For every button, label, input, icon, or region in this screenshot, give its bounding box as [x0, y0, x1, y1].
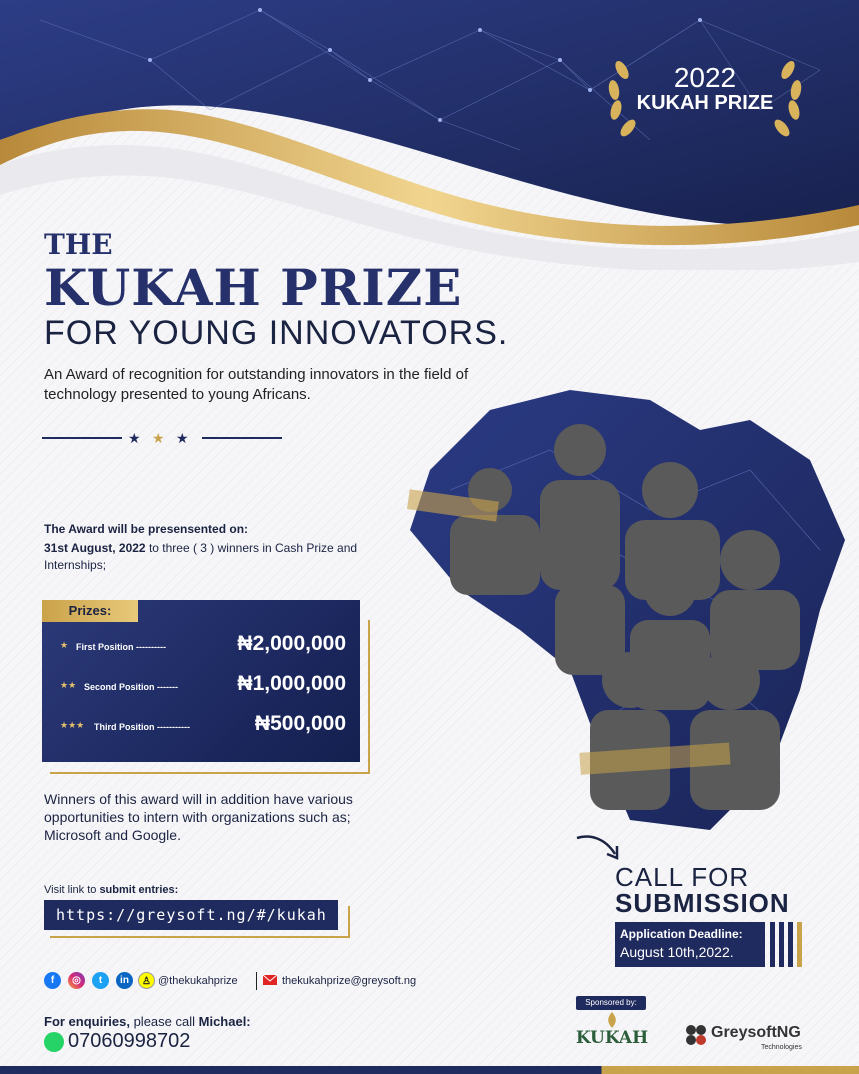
award-date-detail: [44, 540, 404, 574]
enquiry-bold: For enquiries,: [44, 1014, 130, 1029]
twitter-icon[interactable]: t: [92, 972, 109, 989]
greysoft-logo: [685, 1022, 815, 1056]
facebook-icon[interactable]: f: [44, 972, 61, 989]
deadline-label: Application Deadline:: [620, 927, 743, 941]
submit-label-bold: submit entries:: [99, 884, 179, 896]
snapchat-icon[interactable]: ♙: [138, 972, 155, 989]
prize-label: Second Position -------: [84, 682, 178, 692]
africa-map-collage: [370, 390, 850, 830]
deadline-box: [615, 922, 765, 967]
email-icon: [263, 975, 277, 985]
winners-text: Winners of this award will in addition have various opportunities to intern with organizations such as; Microsoft and Google.: [44, 791, 353, 843]
call-for-line1: CALL FOR: [615, 862, 750, 892]
enquiry-mid: please call: [129, 1014, 199, 1029]
star-icon: ★★: [60, 680, 77, 690]
kukah-logo-text: KUKAH: [575, 1028, 649, 1048]
kukah-centre-logo: [570, 1012, 654, 1056]
social-handle: @thekukahprize: [158, 975, 238, 987]
prize-label: First Position ----------: [76, 642, 166, 652]
decorative-bars: [770, 922, 808, 967]
award-detail-text: to three ( 3 ) winners in Cash Prize and Internships;: [44, 541, 358, 572]
svg-text:★: ★: [152, 430, 165, 446]
award-date-label: The Award will be presensented on:: [44, 522, 249, 536]
greysoft-mark-icon: [685, 1024, 707, 1046]
submit-label: [44, 884, 178, 896]
deadline-date: August 10th,2022.: [620, 944, 734, 960]
contact-email[interactable]: thekukahprize@greysoft.ng: [282, 975, 417, 987]
submit-link[interactable]: https://greysoft.ng/#/kukah: [44, 900, 338, 930]
badge-year: 2022: [673, 62, 737, 93]
title-the: THE: [44, 228, 113, 261]
whatsapp-icon: [44, 1032, 64, 1052]
prize-amount: ₦2,000,000: [237, 632, 346, 655]
submit-label-pre: Visit link to: [44, 884, 100, 896]
prize-amount: ₦500,000: [254, 712, 346, 735]
star-divider: [42, 430, 282, 446]
greysoft-sub: Technologies: [761, 1044, 802, 1051]
phone-number[interactable]: 07060998702: [68, 1030, 191, 1052]
intro-text: An Award of recognition for outstanding innovators in the field of technology presented to young Africans.: [44, 366, 469, 403]
award-date: 31st August, 2022: [44, 541, 146, 555]
sponsor-label: Sponsored by:: [576, 996, 646, 1010]
enquiry-label: [44, 1014, 251, 1029]
prize-label: Third Position -----------: [94, 722, 190, 732]
enquiry-name: Michael:: [198, 1014, 251, 1029]
prize-amount: ₦1,000,000: [237, 672, 346, 695]
page-title: KUKAH PRIZE: [44, 258, 463, 317]
star-icon: ★: [60, 640, 69, 650]
call-for-line2: SUBMISSION: [615, 888, 790, 918]
greysoft-name: GreysoftNG: [711, 1024, 801, 1041]
star-icon: ★★★: [60, 720, 85, 730]
prize-row-first: [60, 632, 352, 662]
prizes-heading: Prizes:: [42, 600, 138, 622]
instagram-icon[interactable]: ◎: [68, 972, 85, 989]
prize-row-third: [60, 712, 352, 742]
svg-text:★: ★: [128, 430, 141, 446]
title-subtitle: FOR YOUNG INNOVATORS.: [44, 314, 509, 352]
bottom-bar: [0, 1066, 859, 1074]
flame-icon: [606, 1012, 618, 1028]
linkedin-icon[interactable]: in: [116, 972, 133, 989]
divider: [256, 972, 257, 990]
award-badge: [600, 40, 810, 150]
curved-arrow-icon: [575, 832, 625, 862]
svg-text:★: ★: [176, 430, 189, 446]
badge-name: KUKAH PRIZE: [636, 92, 774, 114]
prize-row-second: [60, 672, 352, 702]
